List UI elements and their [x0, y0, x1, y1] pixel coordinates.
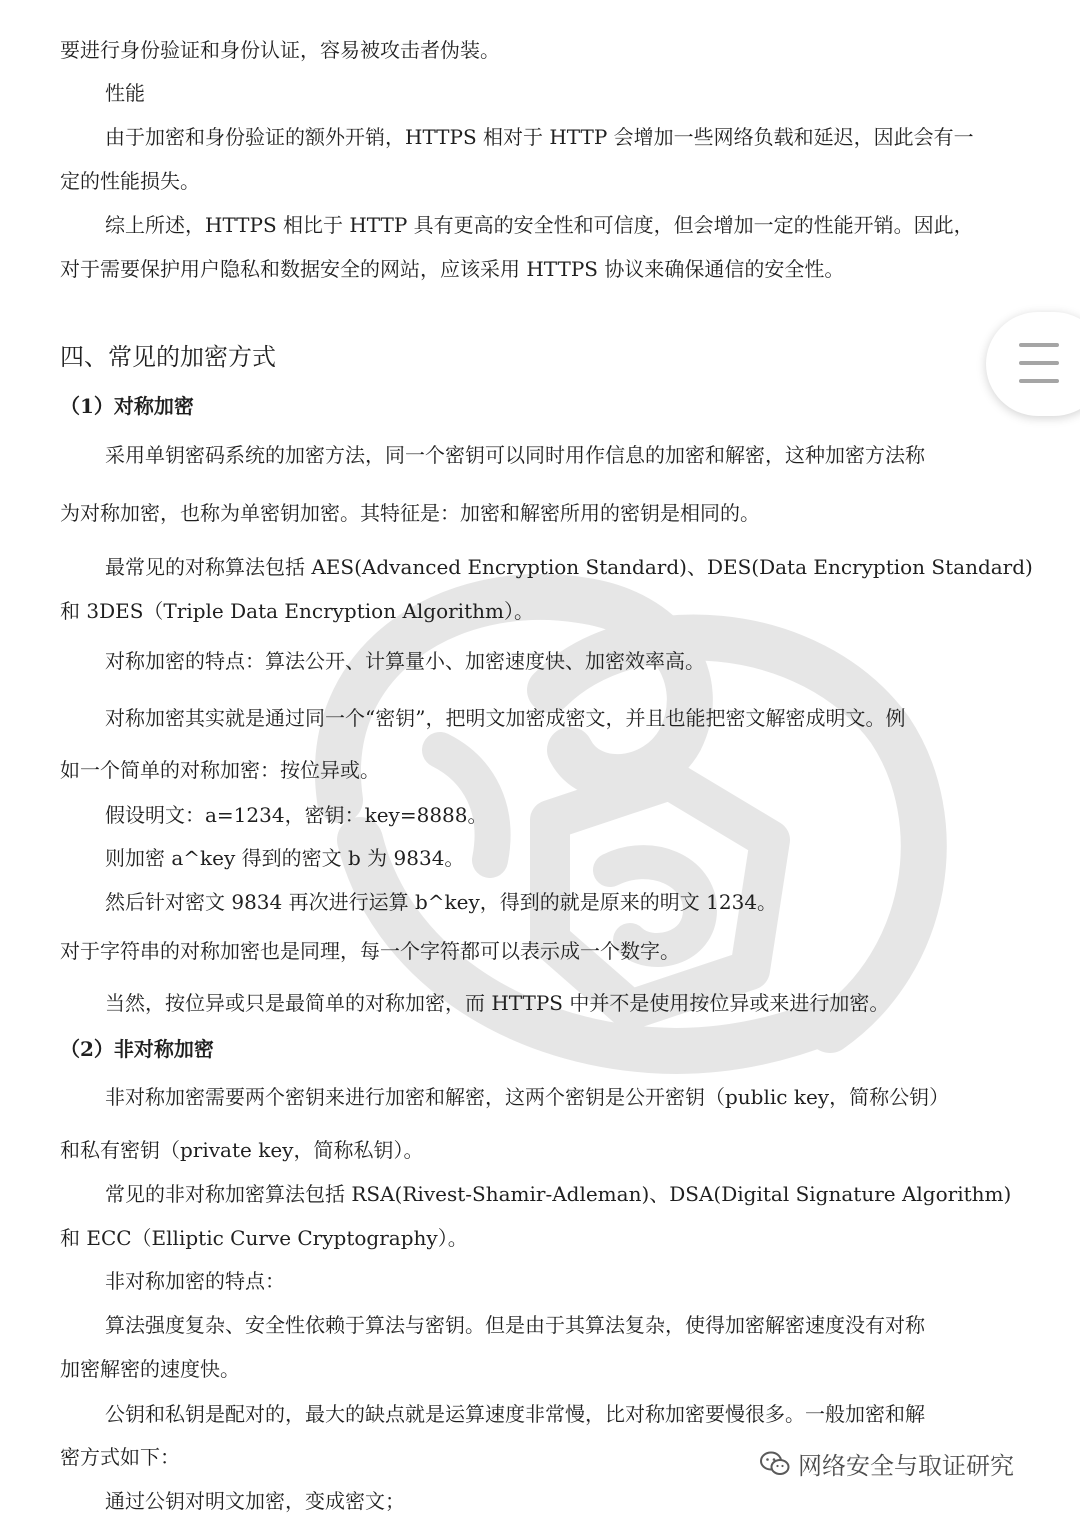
paragraph-line: 和私有密钥（private key，简称私钥）。 — [60, 1138, 424, 1162]
menu-button[interactable] — [986, 312, 1080, 416]
paragraph-line: 假设明文：a=1234，密钥：key=8888。 — [105, 803, 488, 827]
paragraph-line: 由于加密和身份验证的额外开销，HTTPS 相对于 HTTP 会增加一些网络负载和延迟，因此会有一 — [105, 125, 974, 149]
paragraph-line: 常见的非对称加密算法包括 RSA(Rivest-Shamir-Adleman)、DSA(Digital Signature Algorithm) — [105, 1182, 1012, 1206]
section-heading: 四、常见的加密方式 — [60, 343, 276, 371]
paragraph-line: 性能 — [105, 81, 145, 105]
paragraph-line: 非对称加密的特点： — [105, 1269, 285, 1293]
paragraph-line: 当然，按位异或只是最简单的对称加密，而 HTTPS 中并不是使用按位异或来进行加密。 — [105, 991, 890, 1015]
paragraph-line: 对于字符串的对称加密也是同理，每一个字符都可以表示成一个数字。 — [60, 939, 680, 963]
paragraph-line: 和 ECC（Elliptic Curve Cryptography）。 — [60, 1226, 468, 1250]
paragraph-line: 对于需要保护用户隐私和数据安全的网站，应该采用 HTTPS 协议来确保通信的安全性。 — [60, 257, 845, 281]
paragraph-line: 要进行身份验证和身份认证，容易被攻击者伪装。 — [60, 38, 500, 62]
paragraph-line: 则加密 a^key 得到的密文 b 为 9834。 — [105, 846, 465, 870]
paragraph-line: 定的性能损失。 — [60, 169, 200, 193]
paragraph-line: 如一个简单的对称加密：按位异或。 — [60, 758, 380, 782]
source-credit — [760, 1446, 1014, 1481]
paragraph-line: 最常见的对称算法包括 AES(Advanced Encryption Standard)、DES(Data Encryption Standard) — [105, 555, 1033, 579]
subsection-heading: （2）非对称加密 — [60, 1037, 214, 1061]
paragraph-line: 公钥和私钥是配对的，最大的缺点就是运算速度非常慢，比对称加密要慢很多。一般加密和解 — [105, 1402, 925, 1426]
paragraph-line: 然后针对密文 9834 再次进行运算 b^key，得到的就是原来的明文 1234。 — [105, 890, 778, 914]
paragraph-line: 密方式如下： — [60, 1445, 180, 1469]
paragraph-line: 和 3DES（Triple Data Encryption Algorithm）。 — [60, 599, 534, 623]
wechat-icon — [760, 1451, 790, 1477]
paragraph-line: 为对称加密，也称为单密钥加密。其特征是：加密和解密所用的密钥是相同的。 — [60, 501, 760, 525]
subsection-heading: （1）对称加密 — [60, 394, 194, 418]
paragraph-line: 非对称加密需要两个密钥来进行加密和解密，这两个密钥是公开密钥（public key，简称公钥） — [105, 1085, 950, 1109]
paragraph-line: 算法强度复杂、安全性依赖于算法与密钥。但是由于其算法复杂，使得加密解密速度没有对称 — [105, 1313, 925, 1337]
paragraph-line: 对称加密的特点：算法公开、计算量小、加密速度快、加密效率高。 — [105, 649, 705, 673]
credit-label: 网络安全与取证研究 — [798, 1452, 1014, 1480]
paragraph-line: 采用单钥密码系统的加密方法，同一个密钥可以同时用作信息的加密和解密，这种加密方法称 — [105, 443, 925, 467]
paragraph-line: 加密解密的速度快。 — [60, 1357, 240, 1381]
paragraph-line: 对称加密其实就是通过同一个“密钥”，把明文加密成密文，并且也能把密文解密成明文。例 — [105, 706, 906, 730]
paragraph-line: 综上所述，HTTPS 相比于 HTTP 具有更高的安全性和可信度，但会增加一定的性能开销。因此， — [105, 213, 974, 237]
paragraph-line: 通过公钥对明文加密，变成密文； — [105, 1489, 405, 1513]
